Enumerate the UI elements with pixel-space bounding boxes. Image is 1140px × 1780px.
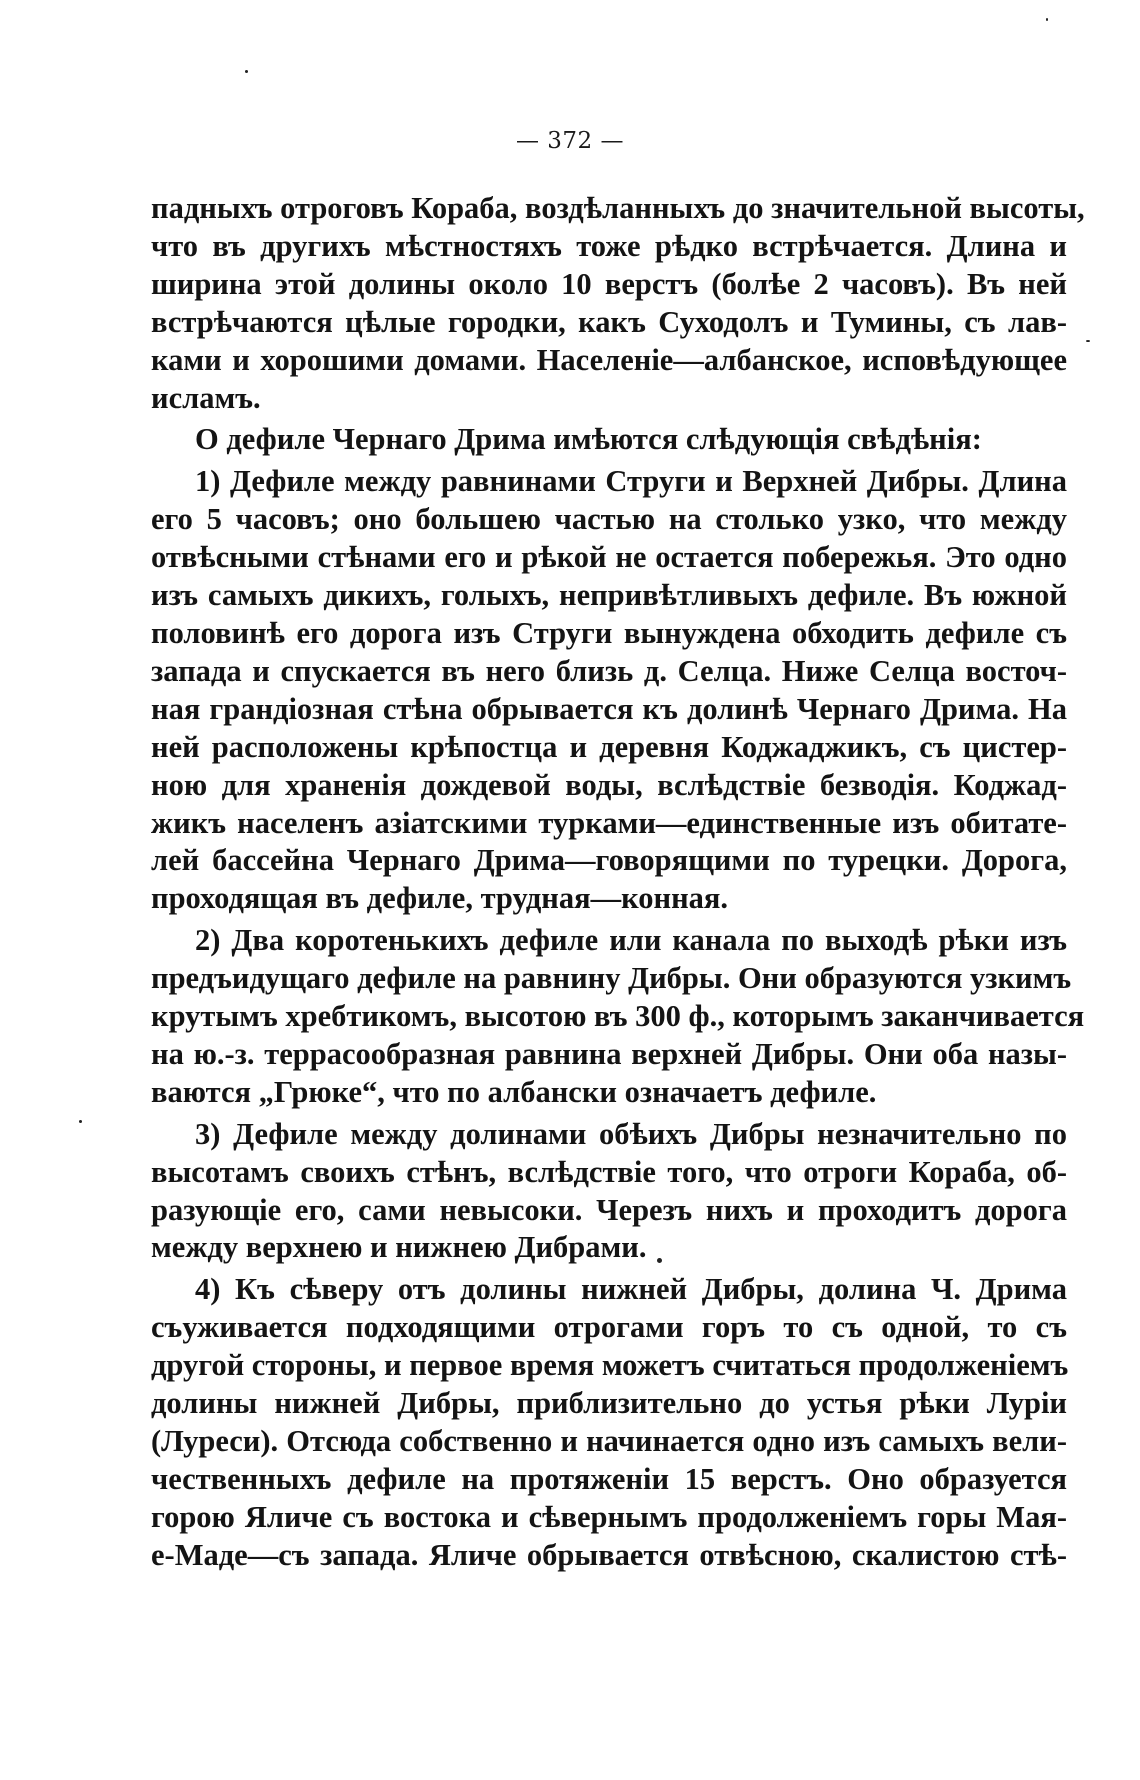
text-line: другой стороны, и первое время можетъ считаться продолженіемъ xyxy=(151,1348,1069,1383)
text-line: исламъ. xyxy=(151,380,261,415)
text-line: чественныхъ дефиле на протяженіи 15 верстъ. Оно образуется xyxy=(151,1461,1067,1496)
text-line: горою Яличе съ востока и сѣвернымъ продолженіемъ горы Мая- xyxy=(151,1499,1067,1534)
scan-speck xyxy=(657,1258,662,1263)
scan-speck xyxy=(1046,18,1048,21)
page-number: — 372 — xyxy=(515,128,625,154)
text-line: (Луреси). Отсюда собственно и начинается одно изъ самыхъ вели- xyxy=(151,1424,1067,1458)
text-line: запада и спускается въ него близь д. Селца. Ниже Селца восточ- xyxy=(151,653,1067,688)
text-line: высотамъ своихъ стѣнъ, вслѣдствіе того, что отроги Кораба, об- xyxy=(151,1154,1067,1189)
text-line: крутымъ хребтикомъ, высотою въ 300 ф., которымъ заканчивается xyxy=(151,999,1085,1034)
text-line: падныхъ отроговъ Кораба, воздѣланныхъ до значительной высоты, xyxy=(151,191,1085,225)
text-line: встрѣчаются цѣлые городки, какъ Суходолъ и Тумины, съ лав- xyxy=(151,304,1067,339)
body-text xyxy=(151,190,1085,1575)
text-line: ками и хорошими домами. Населеніе—албанское, исповѣдующее xyxy=(151,342,1067,377)
scan-speck xyxy=(1086,340,1090,342)
paragraph-2 xyxy=(151,421,1067,459)
text-line: ширина этой долины около 10 верстъ (болѣе 2 часовъ). Въ ней xyxy=(151,266,1067,301)
text-line: разующіе его, сами невысоки. Черезъ нихъ и проходитъ дорога xyxy=(151,1192,1067,1227)
text-line: 1) Дефиле между равнинами Струги и Верхней Дибры. Длина xyxy=(195,464,1067,499)
text-line: между верхнею и нижнею Дибрами. xyxy=(151,1230,647,1265)
text-line: изъ самыхъ дикихъ, голыхъ, непривѣтливыхъ дефиле. Въ южной xyxy=(151,578,1067,613)
text-line: ная грандіозная стѣна обрывается къ долинѣ Чернаго Дрима. На xyxy=(151,691,1067,726)
text-line: 2) Два коротенькихъ дефиле или канала по выходѣ рѣки изъ xyxy=(195,923,1067,958)
paragraph-5 xyxy=(151,1116,1067,1268)
text-line: 4) Къ сѣверу отъ долины нижней Дибры, долина Ч. Дрима xyxy=(195,1272,1067,1307)
text-line: долины нижней Дибры, приблизительно до устья рѣки Луріи xyxy=(151,1386,1067,1421)
text-line: отвѣсными стѣнами его и рѣкой не остается побережья. Это одно xyxy=(151,540,1067,575)
text-line: половинѣ его дорога изъ Струги вынуждена обходить дефиле съ xyxy=(151,615,1067,650)
paragraph-6 xyxy=(151,1271,1067,1574)
text-line: его 5 часовъ; оно большею частью на столько узко, что между xyxy=(151,502,1067,537)
text-line: ваются „Грюке“, что по албански означаетъ дефиле. xyxy=(151,1074,877,1109)
scan-speck xyxy=(79,1120,82,1123)
text-line: О дефиле Чернаго Дрима имѣются слѣдующія свѣдѣнія: xyxy=(195,422,982,457)
text-line: предъидущаго дефиле на равнину Дибры. Они образуются узкимъ xyxy=(151,961,1072,996)
text-line: ною для храненія дождевой воды, вслѣдствіе безводія. Коджад- xyxy=(151,767,1067,802)
text-line: ней расположены крѣпостца и деревня Коджаджикъ, съ цистер- xyxy=(151,729,1067,764)
paragraph-1 xyxy=(151,190,1085,417)
text-line: 3) Дефиле между долинами обѣихъ Дибры незначительно по xyxy=(195,1116,1067,1151)
text-line: лей бассейна Чернаго Дрима—говорящими по турецки. Дорога, xyxy=(151,843,1067,878)
text-line: что въ другихъ мѣстностяхъ тоже рѣдко встрѣчается. Длина и xyxy=(151,228,1067,263)
paragraph-3 xyxy=(151,463,1067,918)
text-line: е-Маде—съ запада. Яличе обрывается отвѣсною, скалистою стѣ- xyxy=(151,1537,1067,1572)
scan-speck xyxy=(245,70,248,73)
text-line: съуживается подходящими отрогами горъ то съ одной, то съ xyxy=(151,1310,1067,1345)
text-line: проходящая въ дефиле, трудная—конная. xyxy=(151,881,729,916)
text-line: на ю.-з. террасообразная равнина верхней Дибры. Они оба назы- xyxy=(151,1036,1067,1071)
paragraph-4 xyxy=(151,922,1085,1112)
text-line: жикъ населенъ азіатскими турками—единственные изъ обитате- xyxy=(151,805,1067,840)
